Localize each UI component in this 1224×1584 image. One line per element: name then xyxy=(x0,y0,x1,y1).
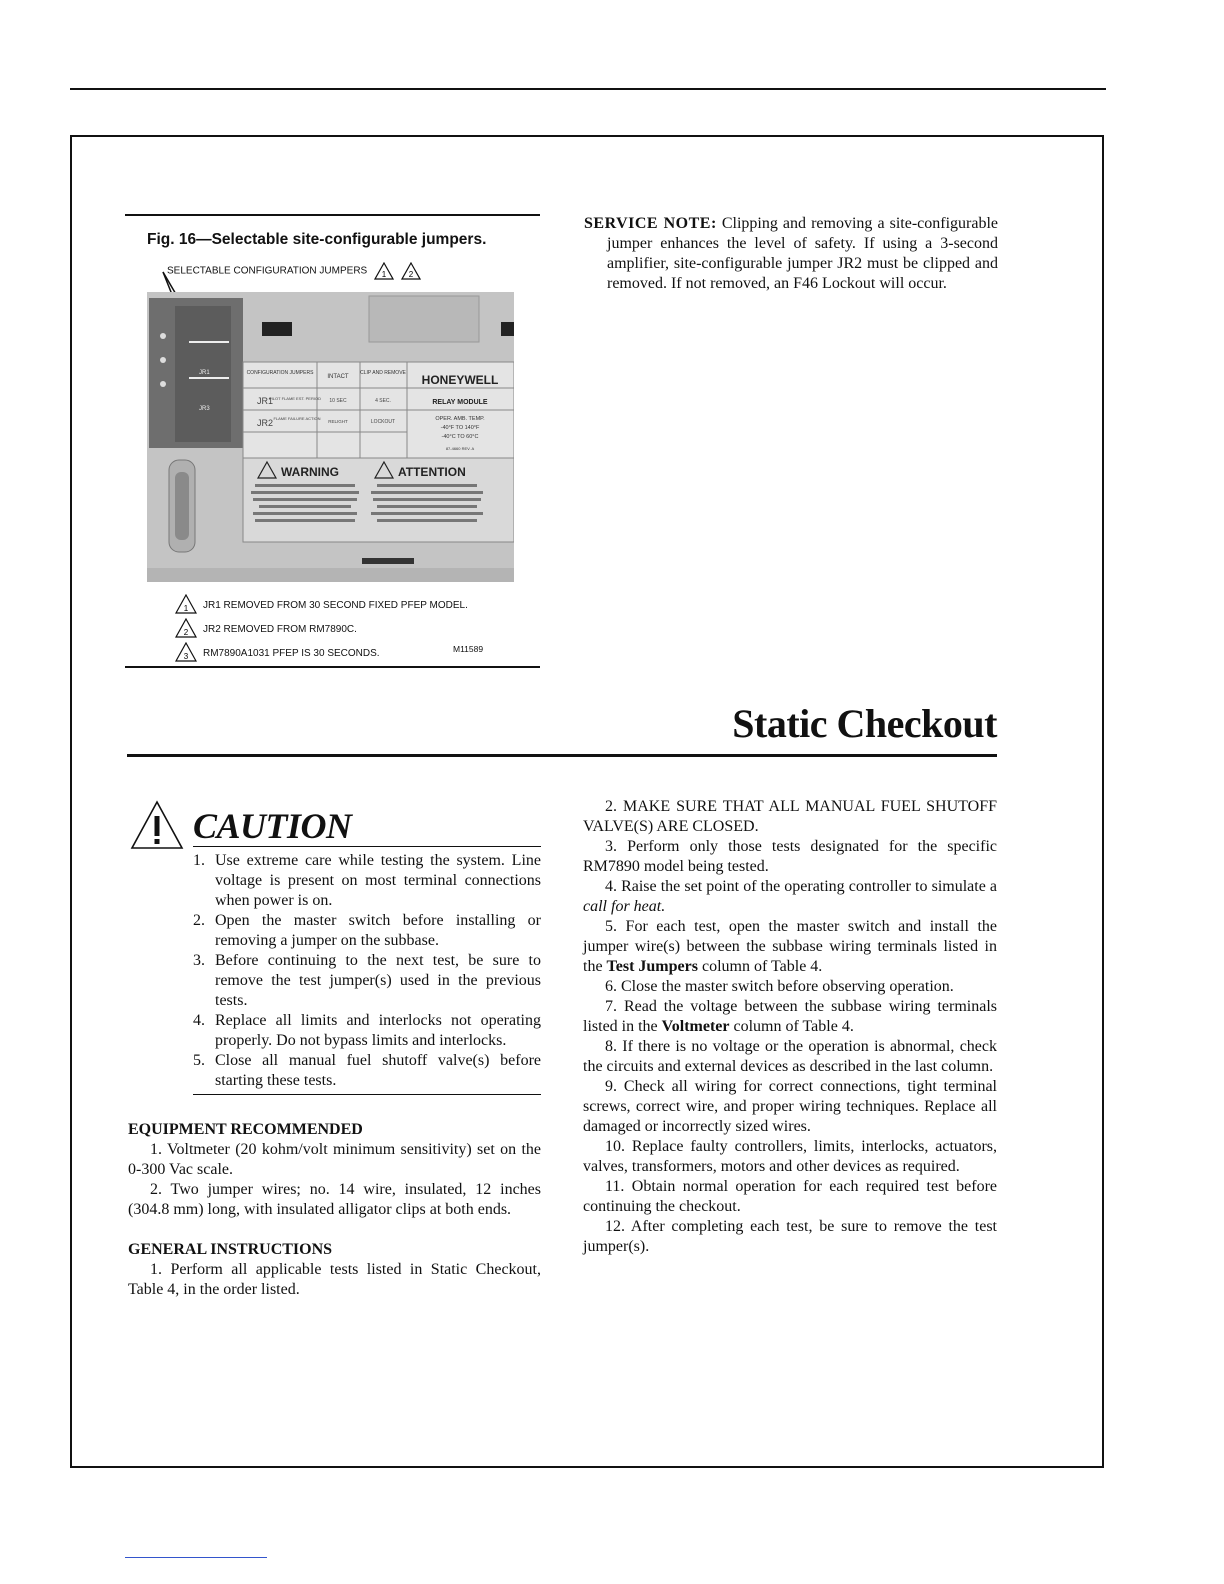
jr1-photo-label: JR1 xyxy=(199,370,210,376)
note-1-text: JR1 REMOVED FROM 30 SECOND FIXED PFEP MODEL. xyxy=(203,600,468,611)
jr3-photo-label: JR3 xyxy=(199,406,210,412)
temp-line-3: -40°C TO 60°C xyxy=(441,434,479,440)
service-note xyxy=(584,214,998,294)
step-2: 2. MAKE SURE THAT ALL MANUAL FUEL SHUTOFF VALVE(S) ARE CLOSED. xyxy=(583,798,997,835)
step-10: 10. Replace faulty controllers, limits, interlocks, actuators, valves, transformers, motors and other devices as required. xyxy=(583,1138,997,1175)
note-1-triangle-icon xyxy=(175,594,197,614)
clip-header: CLIP AND REMOVE xyxy=(360,370,406,376)
general-heading: GENERAL INSTRUCTIONS xyxy=(128,1241,333,1258)
step-7-bold: Voltmeter xyxy=(661,1018,730,1035)
footer-link-underline[interactable] xyxy=(125,1557,267,1558)
step-7 xyxy=(583,997,997,1037)
step-12: 12. After completing each test, be sure to remove the test jumper(s). xyxy=(583,1218,997,1255)
note-2-number: 2 xyxy=(183,628,189,637)
caution-text: Use extreme care while testing the system. Line voltage is present on most terminal connections when power is on. xyxy=(215,852,541,909)
service-note-text: Clipping and removing a site-configurable jumper enhances the level of safety. If using a 3-second amplifier, site-configurable jumper JR2 must be clipped and removed. If not removed, an F46 Lockout will occur. xyxy=(607,215,998,292)
step-9: 9. Check all wiring for correct connections, tight terminal screws, correct wire, and proper wiring techniques. Replace all damaged or incorrectly sized wires. xyxy=(583,1078,997,1135)
temp-line-2: -40°F TO 140°F xyxy=(440,425,480,431)
caution-num: 2. xyxy=(193,912,205,929)
jr1-label: JR1 xyxy=(257,396,274,406)
step-4-italic: call for heat. xyxy=(583,898,666,915)
note-2-triangle-icon xyxy=(175,618,197,638)
step-5-tail: column of Table 4. xyxy=(697,958,823,975)
step-3: 3. Perform only those tests designated for the specific RM7890 model being tested. xyxy=(583,838,997,875)
caution-warning-icon xyxy=(130,800,184,850)
module-text: RELAY MODULE xyxy=(432,399,488,406)
step-5-bold: Test Jumpers xyxy=(606,958,698,975)
jr2-clip: LOCKOUT xyxy=(370,419,396,425)
note-3-text: RM7890A1031 PFEP IS 30 SECONDS. xyxy=(203,648,380,659)
caution-item xyxy=(193,851,541,911)
temp-line-1: OPER. AMB. TEMP. xyxy=(435,416,485,422)
caution-title: CAUTION xyxy=(193,806,352,846)
caution-text: Close all manual fuel shutoff valve(s) before starting these tests. xyxy=(215,1052,541,1089)
part-number: 87-4660 REV. A xyxy=(445,446,475,451)
callout-1-number: 1 xyxy=(381,270,387,279)
note-3-triangle-icon xyxy=(175,642,197,662)
step-7-tail: column of Table 4. xyxy=(729,1018,854,1035)
note-3-number: 3 xyxy=(183,652,189,661)
warning-text: WARNING xyxy=(281,465,339,479)
figure-16 xyxy=(125,214,540,669)
selectable-jumpers-text: SELECTABLE CONFIGURATION JUMPERS xyxy=(167,265,368,277)
step-7-text: 7. Read the voltage between the subbase wiring terminals listed in the xyxy=(583,998,997,1035)
equipment-item-2: 2. Two jumper wires; no. 14 wire, insulated, 12 inches (304.8 mm) long, with insulated alligator clips at both ends. xyxy=(128,1181,541,1218)
caution-bottom-rule xyxy=(193,1094,541,1095)
caution-num: 1. xyxy=(193,852,205,869)
step-5-text: 5. For each test, open the master switch and install the jumper wire(s) between the subbase wiring terminals listed in the xyxy=(583,918,997,975)
jr2-intact: RELIGHT xyxy=(328,419,348,424)
caution-top-rule xyxy=(193,846,541,847)
step-8: 8. If there is no voltage or the operation is abnormal, check the circuits and external devices as described in the last column. xyxy=(583,1038,997,1075)
figure-bottom-rule xyxy=(125,666,540,668)
note-1-number: 1 xyxy=(183,604,189,613)
right-column xyxy=(583,797,997,1257)
caution-num: 4. xyxy=(193,1012,205,1029)
jr2-desc: FLAME FAILURE ACTION xyxy=(273,416,321,421)
figure-title: Fig. 16—Selectable site-configurable jumpers. xyxy=(147,231,487,248)
jr1-intact: 10 SEC xyxy=(329,398,347,404)
caution-num: 3. xyxy=(193,952,205,969)
caution-num: 5. xyxy=(193,1052,205,1069)
caution-text: Before continuing to the next test, be sure to remove the test jumper(s) used in the previous tests. xyxy=(215,952,541,1009)
jr1-desc: PILOT FLAME EST. PERIOD xyxy=(269,396,321,401)
general-item-1: 1. Perform all applicable tests listed in Static Checkout, Table 4, in the order listed. xyxy=(128,1261,541,1298)
caution-item xyxy=(193,1051,541,1091)
config-header: CONFIGURATION JUMPERS xyxy=(246,370,314,376)
note-2-text: JR2 REMOVED FROM RM7890C. xyxy=(203,624,357,635)
caution-item xyxy=(193,1011,541,1051)
caution-item xyxy=(193,951,541,1011)
equipment-heading: EQUIPMENT RECOMMENDED xyxy=(128,1121,363,1138)
jr2-label: JR2 xyxy=(257,418,274,428)
header-rule xyxy=(70,88,1106,90)
section-title: Static Checkout xyxy=(732,701,997,746)
step-4-text: 4. Raise the set point of the operating controller to simulate a xyxy=(605,878,997,895)
step-5 xyxy=(583,917,997,977)
jr1-clip: 4 SEC. xyxy=(375,398,391,404)
left-column xyxy=(128,1120,541,1300)
service-note-label: SERVICE NOTE: xyxy=(584,215,717,232)
relay-module-photo xyxy=(147,292,514,582)
caution-text: Open the master switch before installing or removing a jumper on the subbase. xyxy=(215,912,541,949)
step-11: 11. Obtain normal operation for each required test before continuing the checkout. xyxy=(583,1178,997,1215)
caution-list xyxy=(193,851,541,1091)
equipment-item-1: 1. Voltmeter (20 kohm/volt minimum sensitivity) set on the 0-300 Vac scale. xyxy=(128,1141,541,1178)
callout-2-number: 2 xyxy=(408,270,414,279)
brand-text: HONEYWELL xyxy=(421,373,499,387)
attention-text: ATTENTION xyxy=(398,465,466,479)
caution-item xyxy=(193,911,541,951)
step-4 xyxy=(583,877,997,917)
figure-code: M11589 xyxy=(453,644,484,654)
step-6: 6. Close the master switch before observing operation. xyxy=(605,978,954,995)
caution-text: Replace all limits and interlocks not operating properly. Do not bypass limits and interlocks. xyxy=(215,1012,541,1049)
intact-header: INTACT xyxy=(327,374,349,380)
section-rule xyxy=(127,754,997,757)
